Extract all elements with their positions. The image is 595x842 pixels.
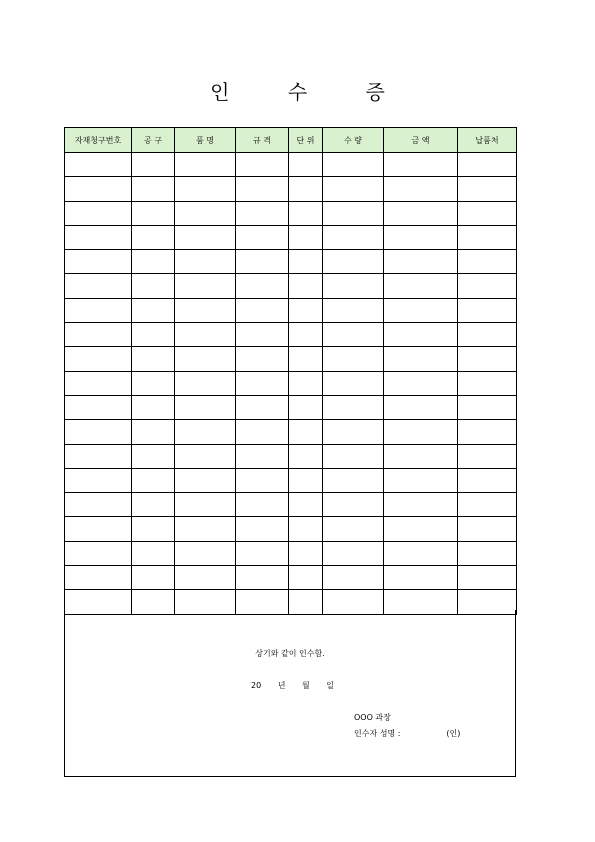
signer-line bbox=[354, 728, 460, 739]
table-cell bbox=[384, 420, 458, 444]
table-cell bbox=[289, 517, 323, 541]
table-cell bbox=[175, 298, 236, 322]
table-cell bbox=[236, 225, 289, 249]
table-cell bbox=[236, 444, 289, 468]
table-cell bbox=[384, 566, 458, 590]
header-item-name: 품 명 bbox=[175, 128, 236, 153]
table-cell bbox=[458, 493, 517, 517]
table-cell bbox=[384, 274, 458, 298]
table-row bbox=[65, 298, 517, 322]
table-cell bbox=[289, 201, 323, 225]
table-row bbox=[65, 323, 517, 347]
table-cell bbox=[458, 298, 517, 322]
table-cell bbox=[132, 347, 175, 371]
table-cell bbox=[236, 153, 289, 177]
table-cell bbox=[323, 250, 384, 274]
table-cell bbox=[384, 493, 458, 517]
table-cell bbox=[65, 444, 132, 468]
table-row bbox=[65, 541, 517, 565]
table-cell bbox=[323, 177, 384, 201]
table-cell bbox=[323, 274, 384, 298]
table-cell bbox=[65, 153, 132, 177]
table-cell bbox=[323, 225, 384, 249]
table-cell bbox=[458, 395, 517, 419]
table-cell bbox=[384, 468, 458, 492]
signer-label: 인수자 성명 : bbox=[354, 729, 401, 738]
table-cell bbox=[65, 347, 132, 371]
table-cell bbox=[132, 323, 175, 347]
table-cell bbox=[65, 250, 132, 274]
table-cell bbox=[236, 347, 289, 371]
table-cell bbox=[289, 468, 323, 492]
table-cell bbox=[65, 177, 132, 201]
table-cell bbox=[132, 517, 175, 541]
receipt-statement: 상기와 같이 인수함. bbox=[255, 649, 325, 658]
table-cell bbox=[175, 153, 236, 177]
table-cell bbox=[132, 395, 175, 419]
table-cell bbox=[175, 468, 236, 492]
table-cell bbox=[458, 225, 517, 249]
table-cell bbox=[132, 541, 175, 565]
table-cell bbox=[236, 468, 289, 492]
table-cell bbox=[132, 420, 175, 444]
table-cell bbox=[236, 541, 289, 565]
table-cell bbox=[323, 468, 384, 492]
header-unit: 단 위 bbox=[289, 128, 323, 153]
table-cell bbox=[132, 468, 175, 492]
table-cell bbox=[458, 177, 517, 201]
table-cell bbox=[323, 201, 384, 225]
header-quantity: 수 량 bbox=[323, 128, 384, 153]
table-cell bbox=[236, 274, 289, 298]
table-cell bbox=[458, 323, 517, 347]
header-specification: 규 격 bbox=[236, 128, 289, 153]
header-material-request-no: 자재청구번호 bbox=[65, 128, 132, 153]
table-cell bbox=[384, 444, 458, 468]
table-cell bbox=[132, 225, 175, 249]
table-cell bbox=[323, 347, 384, 371]
table-cell bbox=[384, 201, 458, 225]
signature-section bbox=[64, 610, 516, 777]
table-cell bbox=[236, 420, 289, 444]
table-cell bbox=[458, 201, 517, 225]
table-cell bbox=[132, 177, 175, 201]
table-cell bbox=[289, 444, 323, 468]
table-cell bbox=[65, 274, 132, 298]
table-cell bbox=[384, 298, 458, 322]
date-year-unit: 년 bbox=[277, 681, 286, 690]
table-cell bbox=[175, 395, 236, 419]
receipt-table bbox=[64, 127, 517, 615]
table-row bbox=[65, 225, 517, 249]
table-cell bbox=[323, 493, 384, 517]
table-cell bbox=[65, 566, 132, 590]
table-cell bbox=[175, 444, 236, 468]
table-cell bbox=[236, 493, 289, 517]
header-section: 공 구 bbox=[132, 128, 175, 153]
table-cell bbox=[65, 323, 132, 347]
table-cell bbox=[384, 395, 458, 419]
table-cell bbox=[384, 347, 458, 371]
header-row bbox=[65, 128, 517, 153]
table-cell bbox=[236, 298, 289, 322]
table-cell bbox=[175, 566, 236, 590]
table-row bbox=[65, 395, 517, 419]
table-cell bbox=[132, 250, 175, 274]
table-cell bbox=[132, 201, 175, 225]
table-cell bbox=[132, 493, 175, 517]
table-row bbox=[65, 177, 517, 201]
table-cell bbox=[458, 541, 517, 565]
table-cell bbox=[175, 177, 236, 201]
table-cell bbox=[65, 395, 132, 419]
date-day-unit: 일 bbox=[326, 681, 335, 690]
table-cell bbox=[175, 541, 236, 565]
table-cell bbox=[384, 541, 458, 565]
table-cell bbox=[289, 541, 323, 565]
table-cell bbox=[132, 566, 175, 590]
table-row bbox=[65, 468, 517, 492]
table-row bbox=[65, 517, 517, 541]
table-cell bbox=[458, 468, 517, 492]
table-row bbox=[65, 250, 517, 274]
table-cell bbox=[458, 371, 517, 395]
document-title: 인 수 증 bbox=[210, 80, 411, 104]
table-cell bbox=[236, 517, 289, 541]
table-cell bbox=[132, 274, 175, 298]
table-cell bbox=[236, 566, 289, 590]
table-cell bbox=[384, 250, 458, 274]
table-cell bbox=[175, 274, 236, 298]
table-cell bbox=[458, 444, 517, 468]
table-cell bbox=[175, 323, 236, 347]
table-cell bbox=[175, 420, 236, 444]
table-cell bbox=[132, 371, 175, 395]
table-cell bbox=[323, 541, 384, 565]
table-cell bbox=[65, 493, 132, 517]
table-cell bbox=[289, 153, 323, 177]
table-cell bbox=[289, 347, 323, 371]
table-cell bbox=[65, 517, 132, 541]
table-cell bbox=[458, 250, 517, 274]
table-cell bbox=[323, 371, 384, 395]
table-cell bbox=[458, 153, 517, 177]
table-cell bbox=[289, 371, 323, 395]
table-cell bbox=[458, 420, 517, 444]
table-cell bbox=[236, 395, 289, 419]
table-cell bbox=[175, 347, 236, 371]
table-row bbox=[65, 274, 517, 298]
table-cell bbox=[289, 323, 323, 347]
table-cell bbox=[323, 298, 384, 322]
table-cell bbox=[236, 371, 289, 395]
table-row bbox=[65, 153, 517, 177]
table-cell bbox=[323, 395, 384, 419]
table-cell bbox=[236, 250, 289, 274]
table-cell bbox=[458, 274, 517, 298]
table-cell bbox=[236, 323, 289, 347]
table-cell bbox=[289, 177, 323, 201]
table-cell bbox=[289, 274, 323, 298]
table-cell bbox=[175, 493, 236, 517]
table-cell bbox=[289, 566, 323, 590]
table-cell bbox=[175, 250, 236, 274]
table-cell bbox=[458, 347, 517, 371]
date-line bbox=[251, 680, 348, 691]
table-cell bbox=[65, 468, 132, 492]
table-cell bbox=[289, 493, 323, 517]
table-cell bbox=[323, 444, 384, 468]
table-cell bbox=[384, 153, 458, 177]
table-cell bbox=[384, 517, 458, 541]
table-cell bbox=[289, 395, 323, 419]
table-cell bbox=[323, 323, 384, 347]
table-cell bbox=[323, 153, 384, 177]
table-cell bbox=[289, 225, 323, 249]
seal-mark: (인) bbox=[446, 729, 461, 738]
header-delivery-destination: 납품처 bbox=[458, 128, 517, 153]
table-cell bbox=[289, 420, 323, 444]
table-cell bbox=[289, 250, 323, 274]
table-cell bbox=[65, 420, 132, 444]
table-row bbox=[65, 347, 517, 371]
table-cell bbox=[236, 201, 289, 225]
table-cell bbox=[289, 298, 323, 322]
table-row bbox=[65, 444, 517, 468]
table-cell bbox=[323, 420, 384, 444]
table-cell bbox=[175, 517, 236, 541]
table-cell bbox=[65, 225, 132, 249]
table-cell bbox=[384, 225, 458, 249]
department-manager: OOO 과장 bbox=[354, 713, 391, 722]
table-cell bbox=[65, 371, 132, 395]
table-row bbox=[65, 493, 517, 517]
table-cell bbox=[175, 371, 236, 395]
table-cell bbox=[384, 323, 458, 347]
table-cell bbox=[458, 566, 517, 590]
table-cell bbox=[132, 444, 175, 468]
table-cell bbox=[323, 566, 384, 590]
table-cell bbox=[384, 371, 458, 395]
receipt-table-wrapper bbox=[64, 127, 516, 615]
table-cell bbox=[65, 298, 132, 322]
table-row bbox=[65, 371, 517, 395]
table-row bbox=[65, 420, 517, 444]
header-amount: 금 액 bbox=[384, 128, 458, 153]
table-cell bbox=[65, 541, 132, 565]
table-row bbox=[65, 201, 517, 225]
table-cell bbox=[458, 517, 517, 541]
table-cell bbox=[236, 177, 289, 201]
table-cell bbox=[132, 153, 175, 177]
table-cell bbox=[175, 201, 236, 225]
date-month-unit: 월 bbox=[302, 681, 310, 690]
table-cell bbox=[323, 517, 384, 541]
table-cell bbox=[65, 201, 132, 225]
date-year-prefix: 20 bbox=[251, 681, 262, 690]
table-cell bbox=[384, 177, 458, 201]
table-cell bbox=[175, 225, 236, 249]
table-row bbox=[65, 566, 517, 590]
table-cell bbox=[132, 298, 175, 322]
table-body bbox=[65, 153, 517, 615]
